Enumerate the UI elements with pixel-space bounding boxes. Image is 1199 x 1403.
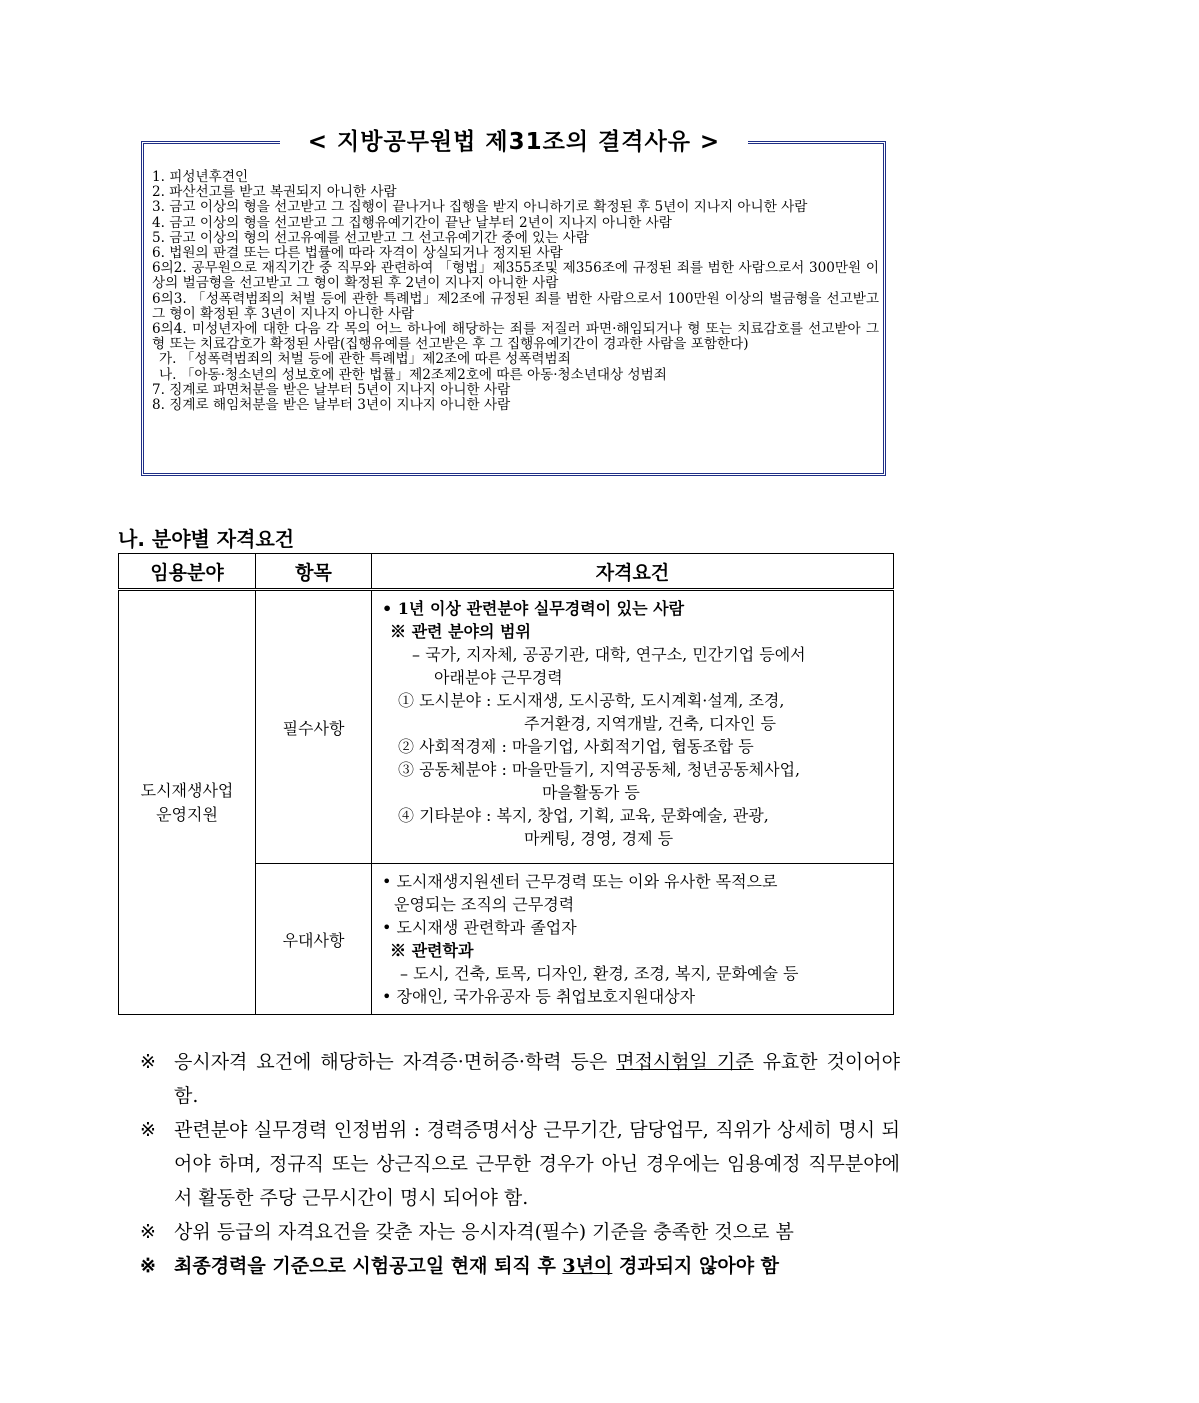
field-name-line2: 운영지원 xyxy=(156,804,218,824)
section-heading: 나. 분야별 자격요건 xyxy=(118,527,295,551)
list-item: 1. 피성년후견인 xyxy=(152,169,249,185)
req-line: ④ 기타분야 : 복지, 창업, 기획, 교육, 문화예술, 관광, xyxy=(398,806,769,825)
note-mark: ※ xyxy=(140,1221,156,1243)
preferred-label: 우대사항 xyxy=(256,864,372,1015)
list-item: 가. 「성폭력범죄의 처벌 등에 관한 특례법」제2조에 따른 성폭력범죄 xyxy=(159,351,571,368)
req-line: 마케팅, 경영, 경제 등 xyxy=(524,829,674,848)
note-mark: ※ xyxy=(140,1051,156,1073)
list-item: 나. 「아동·청소년의 성보호에 관한 법률」제2조제2호에 따른 아동·청소년대상 성범죄 xyxy=(159,366,667,383)
list-item: 8. 징계로 해임처분을 받은 날부터 3년이 지나지 아니한 사람 xyxy=(152,397,511,414)
note-4 xyxy=(140,1249,900,1283)
note-text: 상위 등급의 자격요건을 갖춘 자는 응시자격(필수) 기준을 충족한 것으로 봄 xyxy=(174,1221,794,1243)
note-1 xyxy=(140,1045,900,1113)
req-line: ① 도시분야 : 도시재생, 도시공학, 도시계획·설계, 조경, xyxy=(398,691,785,710)
required-label: 필수사항 xyxy=(256,590,372,864)
note-text: 응시자격 요건에 해당하는 자격증·면허증·학력 등은 xyxy=(174,1051,617,1073)
pref-line: • 장애인, 국가유공자 등 취업보호지원대상자 xyxy=(382,987,696,1006)
req-line: – 국가, 지자체, 공공기관, 대학, 연구소, 민간기업 등에서 xyxy=(412,645,806,664)
pref-line: 운영되는 조직의 근무경력 xyxy=(394,895,575,914)
disqualification-title: < 지방공무원법 제31조의 결격사유 > xyxy=(280,123,748,161)
pref-line: • 도시재생지원센터 근무경력 또는 이와 유사한 목적으로 xyxy=(382,872,778,891)
req-line: • 1년 이상 관련분야 실무경력이 있는 사람 xyxy=(382,599,685,618)
req-line: 주거환경, 지역개발, 건축, 디자인 등 xyxy=(524,714,776,733)
note-text: 최종경력을 기준으로 시험공고일 현재 퇴직 후 xyxy=(174,1255,563,1277)
note-text: 관련분야 실무경력 인정범위 : 경력증명서상 근무기간, 담당업무, 직위가 상세히 명시 되어야 하며, 정규직 또는 상근직으로 근무한 경우가 아닌 경우에는 임용예정 직무분야에서 활동한 주당 근무시간이 명시 되어야 함. xyxy=(174,1119,900,1209)
list-item: 2. 파산선고를 받고 복권되지 아니한 사람 xyxy=(152,184,397,201)
req-line: 마을활동가 등 xyxy=(542,783,640,802)
note-mark: ※ xyxy=(140,1119,156,1141)
disqualification-list xyxy=(152,170,879,413)
header-requirements: 자격요건 xyxy=(372,554,894,590)
list-item: 6의4. 미성년자에 대한 다음 각 목의 어느 하나에 해당하는 죄를 저질러 파면·해임되거나 형 또는 치료감호를 선고받아 그 형 또는 치료감호가 확정된 사람(집행유예를 선고받은 후 그 집행유예기간이 경과한 사람을 포함한다) xyxy=(152,321,879,353)
header-item: 항목 xyxy=(256,554,372,590)
note-underlined: 3년이 xyxy=(562,1255,613,1277)
header-field: 임용분야 xyxy=(119,554,256,590)
notes xyxy=(140,1045,900,1283)
list-item: 7. 징계로 파면처분을 받은 날부터 5년이 지나지 아니한 사람 xyxy=(152,381,511,398)
required-content xyxy=(372,590,894,864)
note-underlined: 면접시험일 기준 xyxy=(616,1051,754,1073)
note-3 xyxy=(140,1215,900,1249)
list-item: 6. 법원의 판결 또는 다른 법률에 따라 자격이 상실되거나 정지된 사람 xyxy=(152,245,563,262)
table-row xyxy=(119,590,894,864)
field-name-line1: 도시재생사업 xyxy=(140,780,234,800)
list-item: 5. 금고 이상의 형의 선고유예를 선고받고 그 선고유예기간 중에 있는 사람 xyxy=(152,229,589,246)
table-header-row xyxy=(119,554,894,590)
list-item: 3. 금고 이상의 형을 선고받고 그 집행이 끝나거나 집행을 받지 아니하기로 확정된 후 5년이 지나지 아니한 사람 xyxy=(152,199,808,216)
req-line: ※ 관련 분야의 범위 xyxy=(390,622,531,641)
field-cell xyxy=(119,590,256,1015)
requirements-table xyxy=(118,553,894,1015)
req-line: 아래분야 근무경력 xyxy=(434,668,563,687)
note-mark: ※ xyxy=(140,1255,156,1277)
req-line: ② 사회적경제 : 마을기업, 사회적기업, 협동조합 등 xyxy=(398,737,754,756)
pref-line: – 도시, 건축, 토목, 디자인, 환경, 조경, 복지, 문화예술 등 xyxy=(400,964,799,983)
list-item: 6의3. 「성폭력범죄의 처벌 등에 관한 특례법」제2조에 규정된 죄를 범한 사람으로서 100만원 이상의 벌금형을 선고받고 그 형이 확정된 후 3년이 지나지 아니한 사람 xyxy=(152,290,879,322)
list-item: 4. 금고 이상의 형을 선고받고 그 집행유예기간이 끝난 날부터 2년이 지나지 아니한 사람 xyxy=(152,214,672,231)
note-text: 유효한 것이어야 함. xyxy=(174,1051,900,1107)
list-item: 6의2. 공무원으로 재직기간 중 직무와 관련하여 「형법」제355조및 제356조에 규정된 죄를 범한 사람으로서 300만원 이상의 벌금형을 선고받고 그 형이 확정된 후 2년이 지나지 아니한 사람 xyxy=(152,260,879,292)
pref-line: • 도시재생 관련학과 졸업자 xyxy=(382,918,577,937)
preferred-content xyxy=(372,864,894,1015)
req-line: ③ 공동체분야 : 마을만들기, 지역공동체, 청년공동체사업, xyxy=(398,760,801,779)
note-text: 경과되지 않아야 함 xyxy=(612,1255,780,1277)
pref-line: ※ 관련학과 xyxy=(390,941,474,960)
note-2 xyxy=(140,1113,900,1215)
